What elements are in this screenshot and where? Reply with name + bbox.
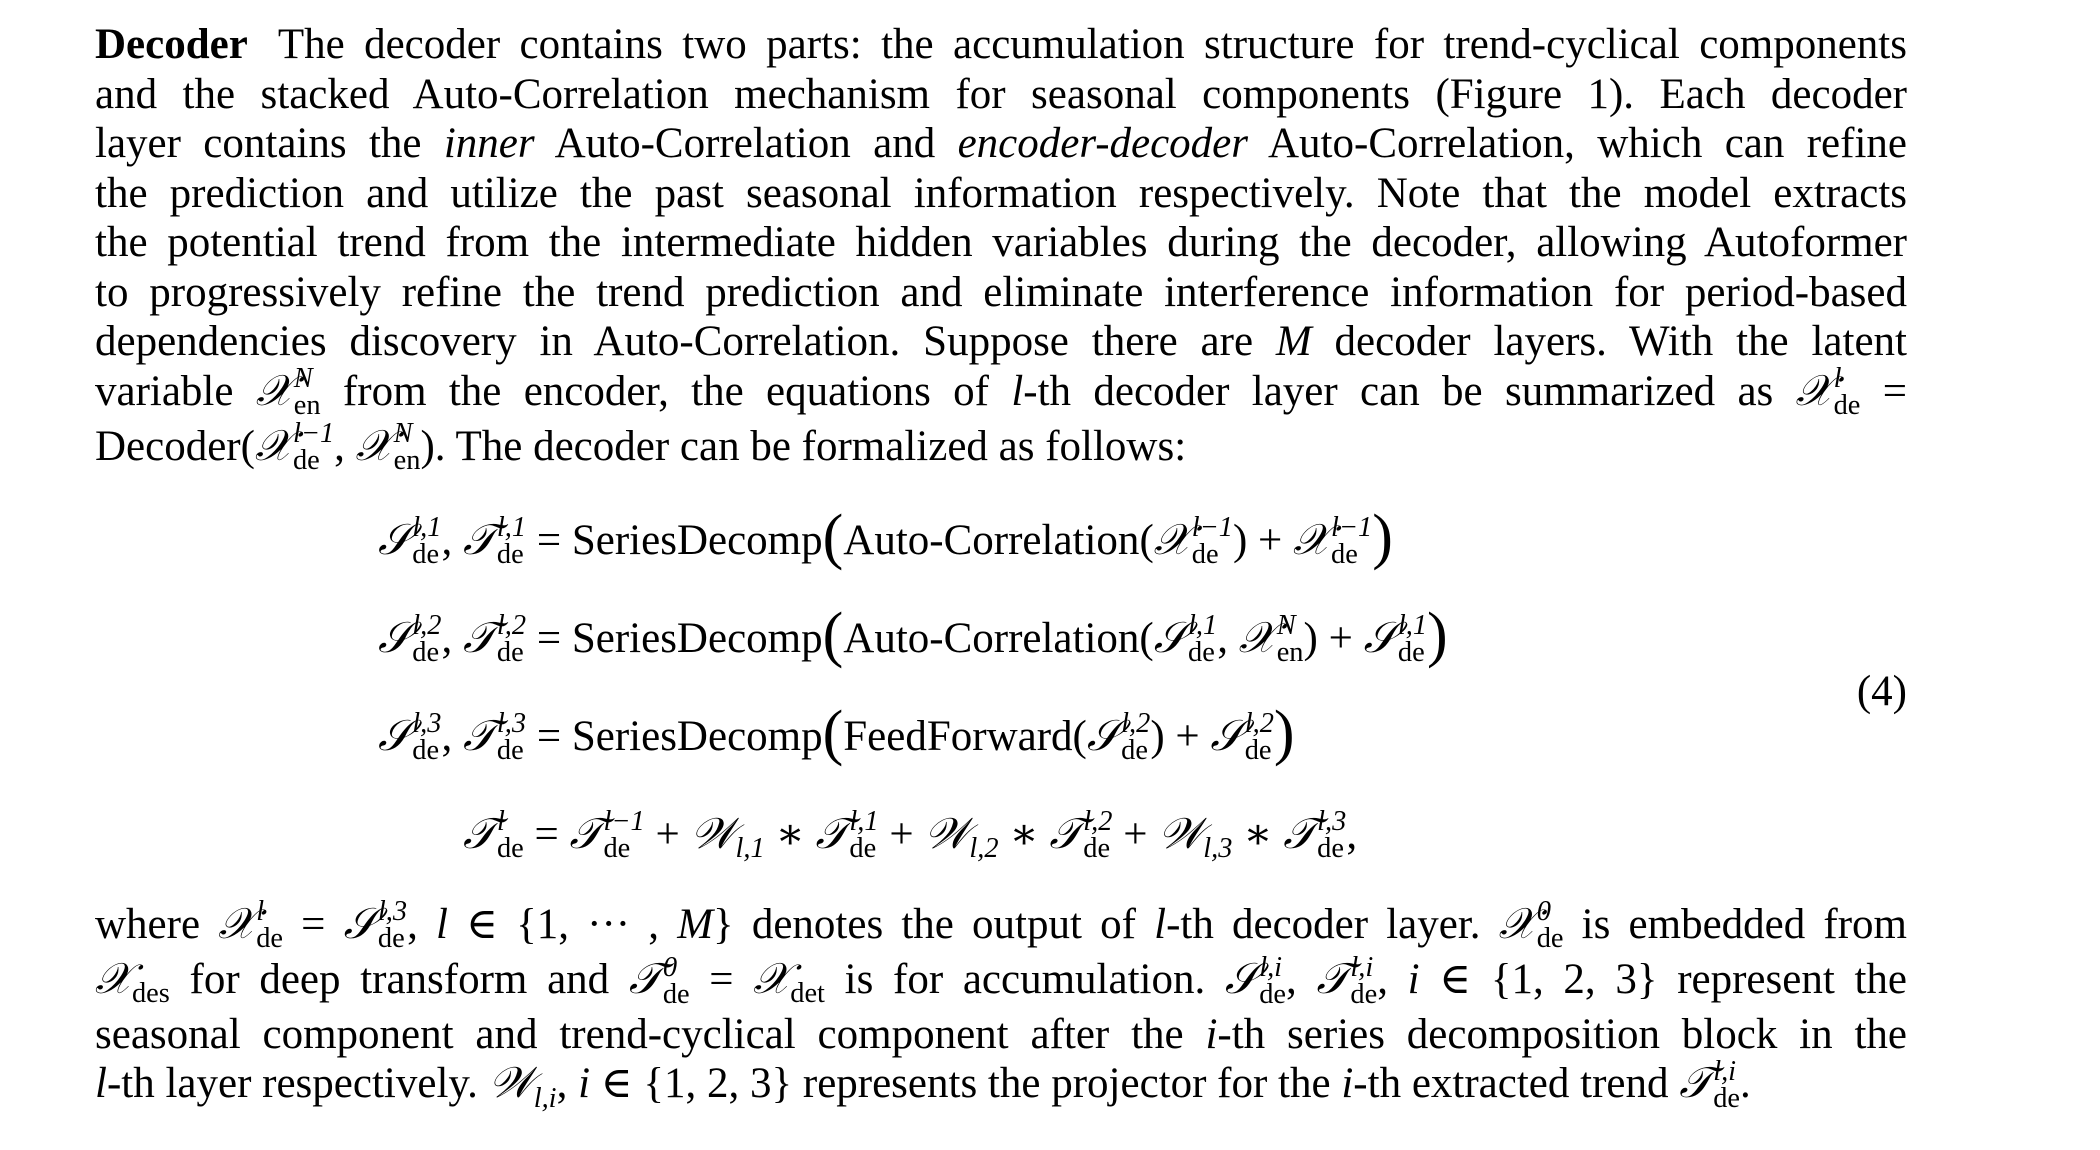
text-line-8: variable 𝒳 N en from the encoder, the equations of l-th decoder layer can be summarized as 𝒳 l de = <box>95 363 1907 422</box>
section-runin-heading: Decoder <box>95 21 248 68</box>
text-line-5: the potential trend from the intermediate hidden variables during the decoder, allowing Autoformer <box>95 219 1907 266</box>
text-line-9: Decoder(𝒳 l−1 de , 𝒳 N en ). The decoder can be formalized as follows: <box>95 418 1187 477</box>
text-line-1: Decoder The decoder contains two parts: the accumulation structure for trend-cyclical components <box>95 21 1907 68</box>
text-line-3: layer contains the inner Auto-Correlation and encoder-decoder Auto-Correlation, which can refine <box>95 120 1907 167</box>
text-line-7: dependencies discovery in Auto-Correlation. Suppose there are M decoder layers. With the latent <box>95 318 1907 365</box>
text-line-2: and the stacked Auto-Correlation mechanism for seasonal components (Figure 1). Each decoder <box>95 70 1907 118</box>
decoder-paragraph <box>95 20 1907 477</box>
equation-line-4: 𝒯 l de = 𝒯 l−1 de + 𝒲$_{l,1}$ ∗ 𝒯 l,1 de + 𝒲$_{l,2}$ ∗ 𝒯 l,2 de + 𝒲$_{l,3}$ ∗ 𝒯 l,3 de , <box>463 806 1358 865</box>
where-paragraph <box>95 896 1908 1115</box>
text-line-12: seasonal component and trend-cyclical component after the i-th series decomposition block in the <box>95 1010 1908 1058</box>
text-line-13: l-th layer respectively. 𝒲$_{l,i}$, i ∈ {1, 2, 3} represents the projector for the i-th extracted trend 𝒯 l,i de . <box>95 1056 1751 1115</box>
equation-line-2: 𝒮 l,2 de , 𝒯 l,2 de = SeriesDecomp(Auto-Correlation(𝒮 l,1 de , 𝒳 N en ) + 𝒮 l,1 de ) <box>378 600 1448 669</box>
text-line-11: 𝒳$_{des}$ for deep transform and 𝒯 0 de = 𝒳$_{det}$ is for accumulation. 𝒮 l,i de , 𝒯 l,i de , i ∈ {1, 2, 3} represent the <box>95 951 1908 1010</box>
equation-line-1: 𝒮 l,1 de , 𝒯 l,1 de = SeriesDecomp(Auto-Correlation(𝒳 l−1 de ) + 𝒳 l−1 de ) <box>378 502 1393 571</box>
equation-block <box>95 495 1907 890</box>
equation-number: (4) <box>1856 667 1907 715</box>
text-line-10: where 𝒳 l de = 𝒮 l,3 de , l ∈ {1, ··· , M} denotes the output of l-th decoder layer. 𝒳 0 de is embedded from <box>95 896 1907 955</box>
equation-line-3: 𝒮 l,3 de , 𝒯 l,3 de = SeriesDecomp(FeedForward(𝒮 l,2 de ) + 𝒮 l,2 de ) <box>378 698 1295 767</box>
text-line-6: to progressively refine the trend prediction and eliminate interference information for period-based <box>95 268 1907 316</box>
paper-page <box>95 20 1907 1114</box>
text-line-4: the prediction and utilize the past seasonal information respectively. Note that the model extracts <box>95 169 1907 217</box>
